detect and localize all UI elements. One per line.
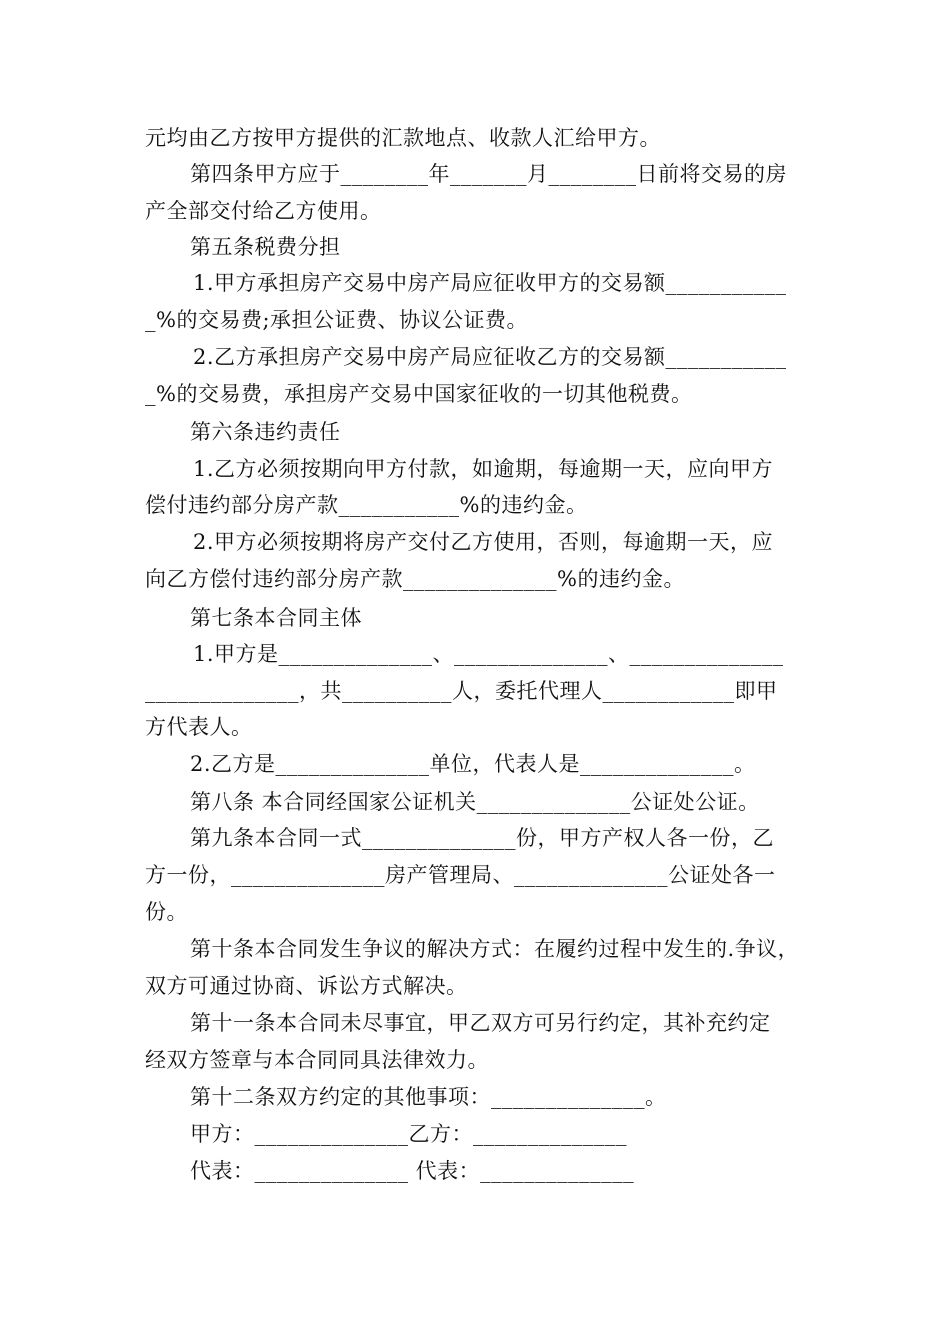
article-10-line-1: 第十条本合同发生争议的解决方式：在履约过程中发生的.争议，	[190, 937, 800, 961]
article-6-item-2-line-2: 向乙方偿付违约部分房产款______________%的违约金。	[145, 567, 685, 591]
article-6-heading: 第六条违约责任	[190, 420, 341, 444]
article-9-line-1: 第九条本合同一式______________份，甲方产权人各一份，乙	[190, 826, 774, 850]
article-4-line-2: 产全部交付给乙方使用。	[145, 199, 382, 223]
article-5-item-1-line-2: _%的交易费;承担公证费、协议公证费。	[145, 308, 529, 332]
article-12: 第十二条双方约定的其他事项：______________。	[190, 1085, 667, 1109]
article-6-item-1-line-1: 1.乙方必须按期向甲方付款，如逾期，每逾期一天，应向甲方	[193, 457, 774, 481]
article-10-line-2: 双方可通过协商、诉讼方式解决。	[145, 974, 468, 998]
article-5-item-2-line-1: 2.乙方承担房产交易中房产局应征收乙方的交易额___________	[193, 345, 787, 369]
article-11-line-2: 经双方签章与本合同同具法律效力。	[145, 1048, 489, 1072]
article-8: 第八条 本合同经国家公证机关______________公证处公证。	[190, 790, 760, 814]
article-5-item-1-line-1: 1.甲方承担房产交易中房产局应征收甲方的交易额___________	[193, 271, 787, 295]
article-6-item-1-line-2: 偿付违约部分房产款___________%的违约金。	[145, 493, 588, 517]
article-6-item-2-line-1: 2.甲方必须按期将房产交付乙方使用，否则，每逾期一天，应	[193, 530, 774, 554]
article-5-item-2-line-2: _%的交易费，承担房产交易中国家征收的一切其他税费。	[145, 382, 693, 406]
text-line-1: 元均由乙方按甲方提供的汇款地点、收款人汇给甲方。	[145, 126, 661, 150]
article-7-heading: 第七条本合同主体	[190, 606, 362, 630]
article-7-item-1-line-1: 1.甲方是______________、______________、______________	[193, 642, 784, 666]
article-9-line-2: 方一份，______________房产管理局、______________公证处各一	[145, 863, 776, 887]
article-7-item-1-line-2: ______________，共__________人，委托代理人____________即甲	[145, 679, 778, 703]
article-7-item-2: 2.乙方是______________单位，代表人是______________。	[190, 752, 756, 776]
article-11-line-1: 第十一条本合同未尽事宜，甲乙双方可另行约定，其补充约定	[190, 1011, 771, 1035]
article-7-item-1-line-3: 方代表人。	[145, 715, 253, 739]
article-4-line-1: 第四条甲方应于________年_______月________日前将交易的房	[190, 162, 787, 186]
signature-representative-line: 代表：______________ 代表：______________	[190, 1159, 635, 1183]
article-5-heading: 第五条税费分担	[190, 235, 341, 259]
article-9-line-3: 份。	[145, 900, 188, 924]
signature-party-line: 甲方：______________乙方：______________	[190, 1122, 627, 1146]
